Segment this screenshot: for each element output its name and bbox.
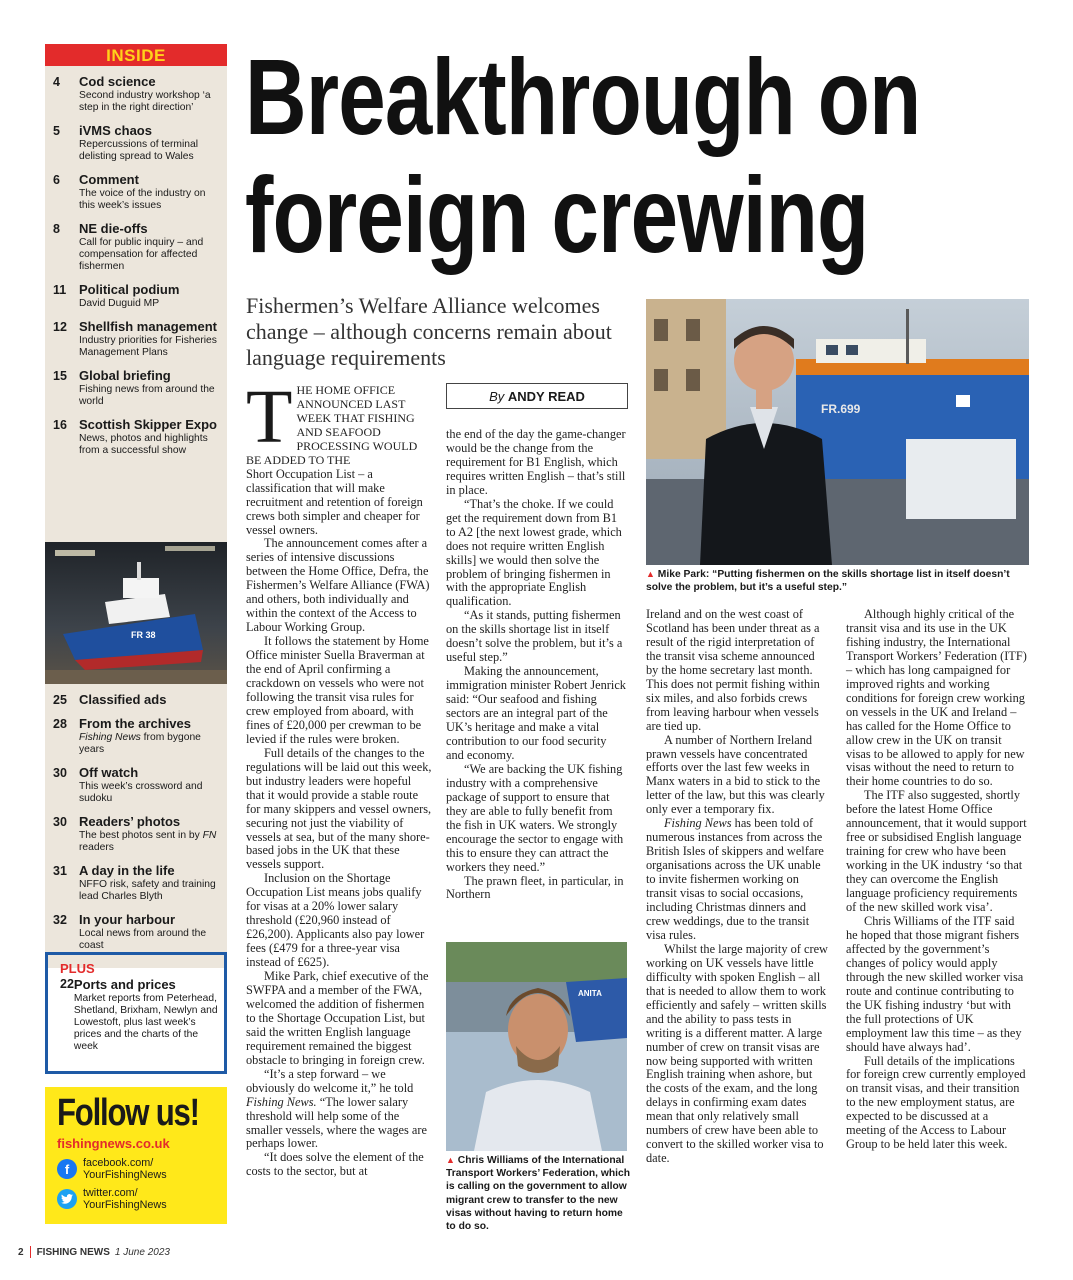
toc-page-number: 32 [53,913,67,927]
boat-illustration [45,542,227,684]
toc-title: From the archives [79,716,191,731]
toc-description-text: NFFO risk, safety and training lead Charles Blyth [79,879,216,902]
article-column-4 [846,608,1028,1152]
toc-page-number: 16 [53,418,67,432]
toc-description-text: The best photos sent in by [79,830,203,841]
toc-description [79,188,221,212]
headline [245,36,921,275]
toc-page-number: 4 [53,75,60,89]
twitter-url-line2: YourFishingNews [83,1199,167,1211]
toc-page-number: 12 [53,320,67,334]
toc-title: Comment [79,172,139,187]
body-paragraph: Ireland and on the west coast of Scotland has been under threat as a result of the rigid interpretation of the transit visa scheme announced by the home secretary last month. This does not permit fishing within six miles, and also forbids crews from leaving harbour when vessels are tied up. [646,607,820,733]
photo-chris-williams [446,942,627,1151]
body-paragraph: the end of the day the game-changer would be the change from the requirement for B1 English, which requires written English – that’s still in place. [446,427,626,497]
body-paragraph: The prawn fleet, in particular, in Northern [446,873,624,902]
caption-text: Mike Park: “Putting fishermen on the skills shortage list in itself doesn’t solve the problem, but it’s a useful step.” [646,569,1010,593]
body-paragraph: Full details of the changes to the regulations will be laid out this week, but industry leaders were hopeful that it would provide a stable route for many skippers and vessel owners, securing not just the viability of vessels at sea, but of the many shore-based jobs in the UK that these vessels support. [246,745,432,872]
toc-page-number: 30 [53,815,67,829]
body-paragraph: “It does solve the element of the costs to the sector, but at [246,1150,424,1179]
toc-page-number: 5 [53,124,60,138]
body-paragraph [646,817,828,943]
caption-chris-williams [446,1154,631,1233]
toc-title: Shellfish management [79,319,217,334]
contents-list-bottom [45,684,227,968]
toc-title: In your harbour [79,912,176,927]
toc-title: Scottish Skipper Expo [79,417,217,432]
byline [446,383,628,409]
page-footer [18,1246,170,1258]
caption-marker-icon: ▲ [446,1155,455,1165]
facebook-link[interactable] [57,1157,215,1181]
body-paragraph [246,1068,432,1152]
publication-name: FISHING NEWS [36,1246,110,1258]
toc-description [79,139,221,163]
body-paragraph: Short Occupation List – a classification that will make recruitment and retention of foreign crews both simpler and cheaper for vessel owners. [246,466,423,537]
toc-title: Political podium [79,282,180,297]
toc-page-number: 31 [53,864,67,878]
body-paragraph: Chris Williams of the ITF said he hoped that those migrant fishers affected by the government’s changes of policy would apply through the new skilled worker visa route and continue contributing to the UK fishing industry ‘but with the full protections of UK employment law this time – as they should have always had’. [846,913,1024,1054]
toc-description-text: Repercussions of terminal delisting spread to Wales [79,139,199,162]
toc-page-number: 30 [53,766,67,780]
headline-line-2: foreign crewing [245,154,869,275]
body-paragraph: “As it stands, putting fishermen on the skills shortage list in itself doesn’t solve the problem, but it’s a useful step.” [446,608,623,665]
issue-date: 1 June 2023 [114,1246,170,1258]
toc-item[interactable] [53,221,221,273]
body-paragraph: It follows the statement by Home Office minister Suella Braverman at the end of April confirming a crackdown on vessels who were not following the transit visa rules for crew employed from aboard, with fines of £20,000 per crewman to be levied if the rules were broken. [246,634,429,746]
boat-registration: FR.699 [821,402,861,416]
body-paragraph: Making the announcement, immigration minister Robert Jenrick said: “Our seafood and fishing sectors are an integral part of the UK’s heritage and make a vital contribution to our food security and economy. [446,664,626,762]
website-link[interactable]: fishingnews.co.uk [57,1136,170,1151]
plus-description: Market reports from Peterhead, Shetland, Brixham, Newlyn and Lowestoft, plus last week’s prices and the charts of the week [73,993,218,1052]
toc-page-number: 15 [53,369,67,383]
toc-description-text: The voice of the industry on this week’s issues [79,188,206,211]
plus-item[interactable] [60,977,218,1053]
toc-description [79,433,221,457]
toc-description [79,335,221,359]
plus-title: Ports and prices [73,977,176,992]
toc-description [79,298,221,310]
drop-cap: T [246,375,293,459]
toc-page-number: 28 [53,717,67,731]
lead-paragraph [246,375,432,468]
standfirst: Fishermen’s Welfare Alliance welcomes change – although concerns remain about language requirements [246,293,612,370]
plus-page-number: 22 [60,977,74,991]
contents-list-top [45,66,227,542]
toc-title: A day in the life [79,863,175,878]
toc-title: Off watch [79,765,139,780]
body-paragraph: A number of Northern Ireland prawn vessels have concentrated efforts over the last few weeks in Manx waters in a bid to stick to the letter of the law, but this was clearly only ever a temporary fix. [646,732,825,817]
body-paragraph: Inclusion on the Shortage Occupation List means jobs qualify for visas at a 20% lower salary threshold (£20,960 instead of £26,200). Applicants also pay lower fees (£479 for a three-year visa instead of £625). [246,871,425,970]
twitter-icon [57,1189,77,1209]
publication-mention: Fishing News. [246,1094,317,1109]
byline-author: ANDY READ [507,389,585,404]
caption-text: Chris Williams of the International Transport Workers’ Federation, which is calling on the government to allow migrant crew to transfer to the new visas without having to return home to do so. [446,1155,631,1233]
article-column-2 [446,428,627,902]
toc-item[interactable] [53,814,221,854]
body-text: has been told of numerous instances from across the British Isles of skippers and welfare organisations across the UK unable to invite fishermen working on transit visas to social occasions, including Christmas dinners and crew weddings, due to the transit visa rules. [646,816,824,942]
caption-marker-icon: ▲ [646,569,655,579]
toc-description-text: Industry priorities for Fisheries Management Plans [79,335,217,358]
toc-description-text: Call for public inquiry – and compensation for affected fishermen [79,237,204,272]
caption-mike-park [646,568,1036,594]
expo-boat-photo [45,542,227,684]
toc-item[interactable] [53,912,221,952]
contents-sidebar [45,44,227,968]
toc-description-text: Second industry workshop ‘a step in the right direction’ [79,90,211,113]
boat-name: ANITA [578,989,602,998]
toc-description [79,90,221,114]
toc-item[interactable] [53,74,221,114]
toc-description-text: from bygone years [79,732,201,755]
body-paragraph: The announcement comes after a series of intensive discussions between the Home Office, Defra, the Fishermen’s Welfare Alliance (FWA) and others, both individually and within the context of the Access to Labour Working Group. [246,536,430,635]
facebook-icon: f [57,1159,77,1179]
page-number: 2 [18,1246,24,1258]
quote-text: “It’s a step forward – we obviously do welcome it,” he told [246,1066,414,1095]
body-paragraph: Full details of the implications for foreign crew currently employed on transit visas, and their transition to the new employment status, are expected to be discussed at a meeting of the Access to Labour Group to be held later this week. [846,1053,1026,1152]
toc-item[interactable] [53,765,221,805]
footer-divider [30,1246,31,1258]
toc-item[interactable] [53,319,221,359]
toc-description-text: David Duguid MP [79,298,160,309]
toc-item[interactable] [53,282,221,310]
toc-description-text: readers [79,842,114,853]
body-paragraph: “We are backing the UK fishing industry with a comprehensive package of support to ensure that they are able to fully benefit from the fish in UK waters. We strongly encourage the sector to engage with this to ensure they can attract the workers they need.” [446,761,624,874]
toc-item[interactable] [53,863,221,903]
toc-description-text: Local news from around the coast [79,928,207,951]
body-paragraph: Whilst the large majority of crew working on UK vessels have little difficulty with spoken English – all that is needed to allow them to work efficiently and safely – written skills and the ability to pass tests in writing is a different matter. A large number of crew on transit visas are now being supported with written English training when ashore, but the costs of the exam, and the long delays in confirming exam dates mean that only relatively small numbers of crew have been able to convert to the skilled worker visa to date. [646,941,828,1166]
toc-description [79,237,221,273]
toc-description-italic: FN [202,830,217,841]
body-paragraph: The ITF also suggested, shortly before the latest Home Office announcement, that it would support free or subsidised English language training for crew who have been working in the UK industry ‘so that they can overcome the English language proficiency requirements of the new skilled work visa’. [846,788,1027,915]
publication-mention: Fishing News [664,816,732,831]
inside-heading: INSIDE [45,44,227,66]
toc-title: NE die-offs [79,221,148,236]
toc-description-text: This week’s crossword and sudoku [79,781,203,804]
toc-item[interactable] [53,692,221,707]
toc-page-number: 25 [53,693,67,707]
toc-description [79,830,221,854]
toc-title: Readers’ photos [79,814,181,829]
toc-description [79,781,221,805]
article-column-3 [646,608,828,1166]
toc-description [79,879,221,903]
toc-item[interactable] [53,123,221,163]
toc-description-text: Fishing news from around the world [79,384,215,407]
toc-description [79,732,221,756]
follow-us-title: Follow us! [57,1092,199,1134]
body-paragraph: Although highly critical of the transit visa and its use in the UK fishing industry, the International Transport Workers’ Federation (ITF) – which has long campaigned for improved rights and working conditions for foreign crew working on vessels in the UK and Ireland – has called for the Home Office to allow crew in the UK on transit visas to be allowed to apply for new visas without the need to return to their home countries to do so. [846,607,1027,789]
body-paragraph: “That’s the choke. If we could get the requirement down from B1 to A2 [the next lowest grade, which does not require written English skills] we would then solve the problem of bringing fishermen in with the appropriate English qualification. [446,496,622,609]
facebook-url-line2: YourFishingNews [83,1169,167,1181]
toc-title: iVMS chaos [79,123,152,138]
photo-mike-park [646,299,1029,565]
expo-boat-registration: FR 38 [131,630,156,640]
byline-prefix: By [489,389,505,404]
toc-description [79,928,221,952]
toc-description-text: News, photos and highlights from a successful show [79,433,208,456]
article-column-1 [246,375,432,1179]
toc-title: Global briefing [79,368,171,383]
toc-title: Classified ads [79,692,167,707]
twitter-link[interactable] [57,1187,215,1211]
facebook-url-line1: facebook.com/ [83,1157,154,1169]
follow-us-box [45,1087,227,1224]
twitter-url-line1: twitter.com/ [83,1187,138,1199]
toc-page-number: 11 [53,283,67,297]
plus-label: PLUS [60,961,95,976]
lead-text: HE HOME OFFICE ANNOUNCED LAST WEEK THAT FISHING AND SEAFOOD PROCESSING WOULD BE ADDED TO THE [246,383,418,467]
headline-line-1: Breakthrough on [245,36,921,157]
plus-box [45,952,227,1074]
toc-item[interactable] [53,172,221,212]
toc-item[interactable] [53,417,221,457]
body-paragraph: Mike Park, chief executive of the SWFPA and a member of the FWA, welcomed the addition of fishermen to the Shortage Occupation List, but said the written English language requirement remained the biggest obstacle to bringing in foreign crew. [246,969,429,1067]
toc-page-number: 8 [53,222,60,236]
toc-page-number: 6 [53,173,60,187]
quote-text-cont: “The lower salary threshold will help some of the smaller vessels, where the wages are perhaps lower. [246,1094,427,1151]
toc-title: Cod science [79,74,156,89]
toc-description-italic: Fishing News [79,732,141,743]
toc-item[interactable] [53,716,221,756]
toc-description [79,384,221,408]
toc-item[interactable] [53,368,221,408]
